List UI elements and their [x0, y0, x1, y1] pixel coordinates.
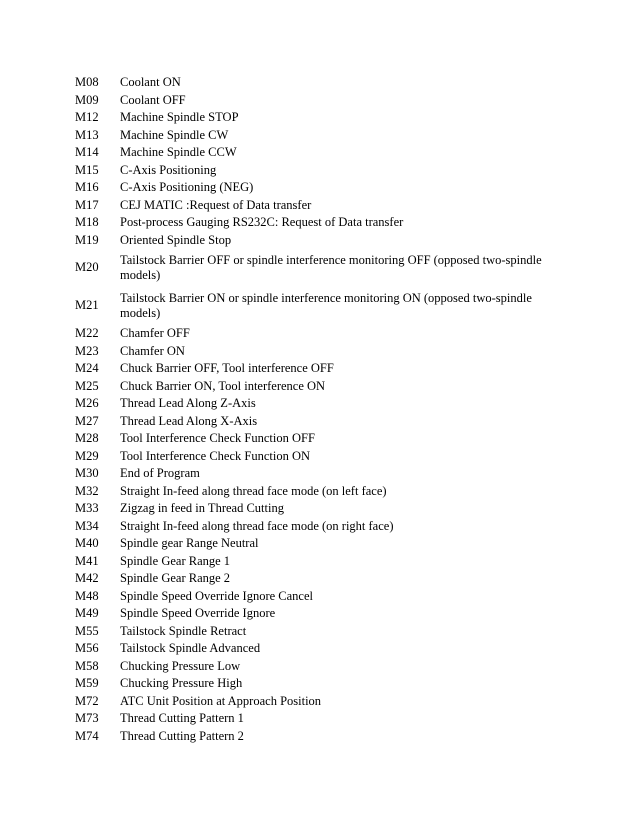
table-row — [75, 413, 555, 431]
table-row — [75, 500, 555, 518]
table-row — [75, 109, 555, 127]
m-code: M20 — [75, 260, 99, 275]
m-code: M42 — [75, 571, 99, 585]
m-code-description: Spindle Gear Range 2 — [120, 571, 231, 585]
m-code-description: Thread Lead Along Z-Axis — [120, 396, 256, 410]
table-row — [75, 518, 555, 536]
m-code-description: CEJ MATIC :Request of Data transfer — [120, 197, 312, 212]
m-code: M09 — [75, 92, 99, 107]
m-code-description: Chucking Pressure High — [120, 676, 243, 690]
m-code-description: Chucking Pressure Low — [120, 658, 241, 673]
table-row — [75, 162, 555, 180]
table-row — [75, 214, 555, 232]
table-row — [75, 287, 555, 325]
m-code: M33 — [75, 501, 99, 515]
table-row — [75, 675, 555, 693]
m-code-description: Chamfer OFF — [120, 326, 190, 340]
m-code-description: Tool Interference Check Function ON — [120, 448, 311, 463]
table-row — [75, 465, 555, 483]
m-code: M32 — [75, 483, 99, 498]
table-row — [75, 710, 555, 728]
m-code-description: Straight In-feed along thread face mode (on left face) — [120, 483, 387, 498]
table-row — [75, 197, 555, 215]
m-code: M56 — [75, 641, 99, 655]
m-code-description: Straight In-feed along thread face mode (on right face) — [120, 518, 394, 533]
m-code: M40 — [75, 536, 99, 550]
m-code: M30 — [75, 466, 99, 480]
m-code-description: End of Program — [120, 466, 200, 480]
m-code: M26 — [75, 396, 99, 410]
m-code: M25 — [75, 378, 99, 393]
m-code: M15 — [75, 162, 99, 177]
table-row — [75, 249, 555, 287]
m-code-description: Tailstock Spindle Advanced — [120, 641, 261, 655]
m-code: M17 — [75, 197, 99, 212]
m-code: M28 — [75, 431, 99, 445]
table-row — [75, 605, 555, 623]
m-code: M22 — [75, 326, 99, 340]
m-code-description: Machine Spindle CCW — [120, 145, 237, 159]
m-code-description: C-Axis Positioning (NEG) — [120, 180, 254, 194]
table-row — [75, 144, 555, 162]
m-code-description: Spindle Speed Override Ignore — [120, 606, 276, 620]
m-code: M16 — [75, 180, 99, 194]
table-row — [75, 693, 555, 711]
m-code: M59 — [75, 676, 99, 690]
m-code: M21 — [75, 298, 99, 313]
m-code-description: Tool Interference Check Function OFF — [120, 431, 315, 445]
table-row — [75, 74, 555, 92]
table-row — [75, 535, 555, 553]
m-code-description: Coolant ON — [120, 75, 181, 89]
table-row — [75, 127, 555, 145]
m-code: M24 — [75, 361, 99, 375]
m-code-description: Thread Cutting Pattern 2 — [120, 728, 244, 743]
m-code: M74 — [75, 728, 99, 743]
table-row — [75, 570, 555, 588]
m-code-description: Spindle gear Range Neutral — [120, 536, 259, 550]
m-code-description: Chamfer ON — [120, 343, 185, 358]
m-code: M72 — [75, 693, 99, 708]
table-row — [75, 378, 555, 396]
m-code: M14 — [75, 145, 99, 159]
m-code: M18 — [75, 215, 99, 229]
m-code-description: Coolant OFF — [120, 92, 186, 107]
table-row — [75, 588, 555, 606]
table-row — [75, 728, 555, 746]
m-code-description: Chuck Barrier ON, Tool interference ON — [120, 378, 326, 393]
table-row — [75, 325, 555, 343]
m-code-description: Oriented Spindle Stop — [120, 232, 232, 247]
m-code: M08 — [75, 75, 99, 89]
m-code-description: Chuck Barrier OFF, Tool interference OFF — [120, 361, 334, 375]
table-row — [75, 658, 555, 676]
table-row — [75, 483, 555, 501]
m-code: M19 — [75, 232, 99, 247]
m-code-description: Zigzag in feed in Thread Cutting — [120, 501, 284, 515]
table-row — [75, 640, 555, 658]
m-code: M48 — [75, 588, 99, 603]
m-code: M27 — [75, 413, 99, 428]
table-row — [75, 430, 555, 448]
m-code: M29 — [75, 448, 99, 463]
table-row — [75, 179, 555, 197]
m-code-description: Spindle Gear Range 1 — [120, 553, 231, 568]
m-code: M49 — [75, 606, 99, 620]
table-row — [75, 343, 555, 361]
table-row — [75, 232, 555, 250]
table-row — [75, 395, 555, 413]
table-row — [75, 553, 555, 571]
m-code-description: Post-process Gauging RS232C: Request of Data transfer — [120, 215, 404, 229]
table-row — [75, 360, 555, 378]
m-code: M41 — [75, 553, 99, 568]
m-code-description: Machine Spindle CW — [120, 127, 229, 142]
table-row — [75, 448, 555, 466]
m-code: M55 — [75, 623, 99, 638]
m-code-description: Tailstock Barrier ON or spindle interference monitoring ON (opposed two-spindle models) — [120, 290, 532, 320]
m-code-description: ATC Unit Position at Approach Position — [120, 693, 322, 708]
m-code-description: Tailstock Barrier OFF or spindle interference monitoring OFF (opposed two-spindle models) — [120, 252, 542, 282]
m-code-description: Thread Cutting Pattern 1 — [120, 711, 244, 725]
m-code: M12 — [75, 110, 99, 124]
m-code-table — [75, 74, 555, 745]
m-code: M34 — [75, 518, 99, 533]
m-code-description: Machine Spindle STOP — [120, 110, 239, 124]
table-row — [75, 623, 555, 641]
m-code-description: C-Axis Positioning — [120, 162, 217, 177]
m-code: M23 — [75, 343, 99, 358]
table-row — [75, 92, 555, 110]
m-code: M13 — [75, 127, 99, 142]
m-code-description: Spindle Speed Override Ignore Cancel — [120, 588, 313, 603]
m-code: M73 — [75, 711, 99, 725]
m-code-description: Tailstock Spindle Retract — [120, 623, 247, 638]
m-code-description: Thread Lead Along X-Axis — [120, 413, 258, 428]
m-code: M58 — [75, 658, 99, 673]
